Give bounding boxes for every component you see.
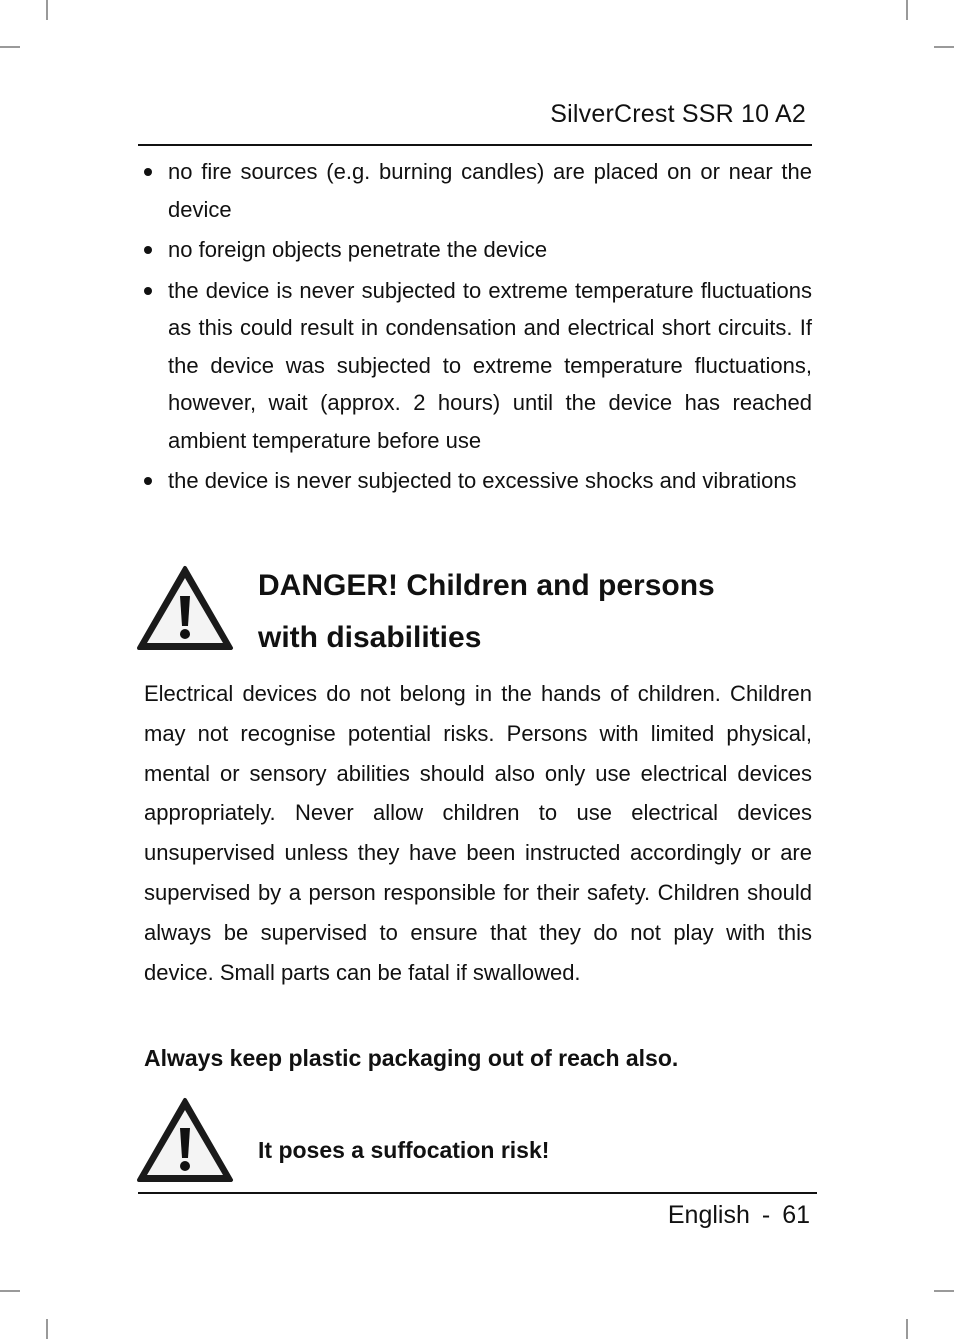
warning-triangle-icon: [136, 564, 234, 652]
page-footer: [668, 1201, 810, 1230]
danger-heading: DANGER! Children and persons with disabilities: [258, 569, 715, 654]
suffocation-risk: It poses a suffocation risk!: [258, 1137, 550, 1163]
danger-body: Electrical devices do not belong in the hands of children. Children may not recognise potential risks. Persons with limited physical, mental or sensory abilities should also only use electrical devices appropriately. Never allow children to use electrical devices unsupervised unless they have been instructed accordingly or are supervised by a person responsible for their safety. Children should always be supervised to ensure that they do not play with this device. Small parts can be fatal if swallowed.: [144, 681, 812, 985]
bullet-icon: [144, 477, 152, 485]
header-rule: [138, 144, 812, 146]
crop-mark: [46, 1319, 48, 1339]
crop-mark: [934, 1290, 954, 1292]
bullet-icon: [144, 168, 152, 176]
crop-mark: [906, 1319, 908, 1339]
bullet-list: [140, 153, 812, 503]
packaging-warning: Always keep plastic packaging out of reach also.: [144, 1045, 679, 1071]
crop-mark: [934, 46, 954, 48]
footer-language: English: [667, 1201, 750, 1229]
crop-mark: [0, 1290, 20, 1292]
header-title: SilverCrest SSR 10 A2: [550, 100, 806, 128]
list-item: no fire sources (e.g. burning candles) are placed on or near the device: [140, 153, 812, 228]
crop-mark: [906, 0, 908, 20]
warning-triangle-icon: [136, 1096, 234, 1184]
list-item: the device is never subjected to excessive shocks and vibrations: [140, 462, 812, 500]
bullet-icon: [144, 246, 152, 254]
bullet-icon: [144, 287, 152, 295]
page-number: 61: [782, 1201, 810, 1229]
footer-separator: -: [761, 1201, 771, 1229]
list-item: no foreign objects penetrate the device: [140, 231, 812, 269]
list-item: the device is never subjected to extreme temperature fluctuations as this could result in condensation and electrical short circuits. If the device was subjected to extreme temperature fluctuations, however, wait (approx. 2 hours) until the device has reached ambient temperature before use: [140, 272, 812, 460]
crop-mark: [0, 46, 20, 48]
footer-rule: [138, 1192, 817, 1194]
crop-mark: [46, 0, 48, 20]
